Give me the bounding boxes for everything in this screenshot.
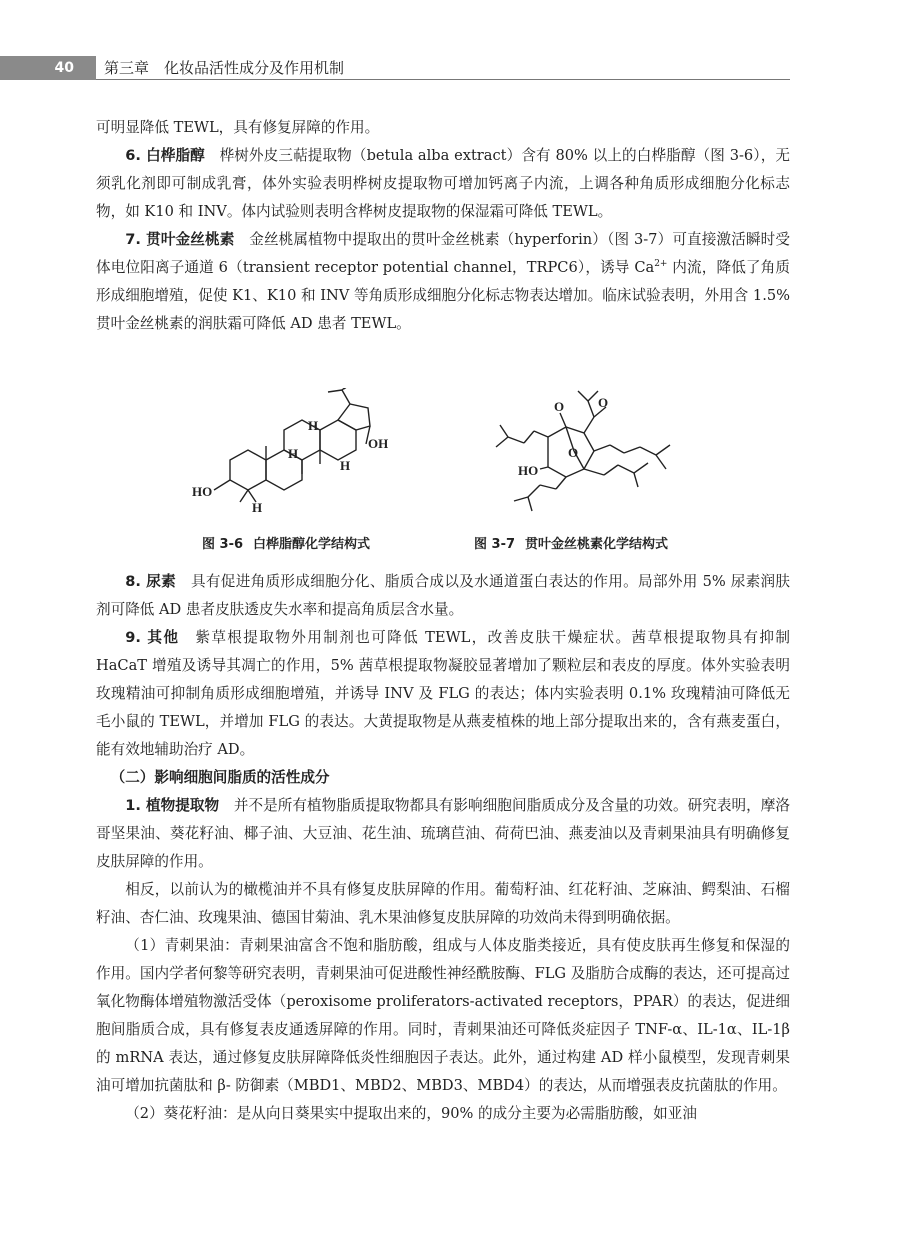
running-header [0, 56, 790, 80]
superscript-charge: 2+ [654, 259, 668, 270]
betulin-structure-drawing [190, 388, 390, 518]
paragraph-others-body: 紫草根提取物外用制剂也可降低 TEWL，改善皮肤干燥症状。茜草根提取物具有抑制 HaCaT 增殖及诱导其凋亡的作用，5% 茜草根提取物凝胶显著增加了颗粒层和表皮的厚度。体外实验表明玫瑰精油可抑制角质形成细胞增殖，并诱导 INV 及 FLG 的表达；体内实验表明 0.1% 玫瑰精油可降低无毛小鼠的 TEWL，并增加 FLG 的表达。大黄提取物是从燕麦植株的地上部分提取出来的，含有燕麦蛋白，能有效地辅助治疗 AD。 [96, 629, 790, 758]
figure-caption-hyperforin [474, 533, 668, 552]
section-heading: （二）影响细胞间脂质的活性成分 [110, 769, 330, 786]
paragraph-sunflower-oil: （2）葵花籽油：是从向日葵果实中提取出来的，90% 的成分主要为必需脂肪酸，如亚油 [125, 1105, 697, 1122]
heading-plant-extracts: 1. 植物提取物 [125, 797, 220, 814]
header-rule [96, 79, 790, 80]
chapter-title: 第三章 化妆品活性成分及作用机制 [104, 59, 345, 77]
heading-urea: 8. 尿素 [125, 573, 177, 590]
hyperforin-structure-drawing [488, 385, 688, 520]
paragraph-plant-extracts [96, 792, 790, 876]
paragraph-continuation: 可明显降低 TEWL，具有修复屏障的作用。 [96, 119, 380, 136]
figure-betulin-structure [190, 388, 390, 518]
betulin-label-h3: H [340, 458, 351, 473]
betulin-label-h1: H [308, 418, 319, 433]
hyperforin-label-o3: O [568, 445, 579, 460]
paragraph-urea-body: 具有促进角质形成细胞分化、脂质合成以及水通道蛋白表达的作用。局部外用 5% 尿素润肤剂可降低 AD 患者皮肤透皮失水率和提高角质层含水量。 [96, 573, 791, 618]
paragraph-hyperforin-body-b: 内流，降低了角质形成细胞增殖，促使 K1、K10 和 INV 等角质形成细胞分化标志物表达增加。临床试验表明，外用含 1.5% 贯叶金丝桃素的润肤霜可降低 AD 患者 TEWL。 [96, 259, 791, 332]
heading-hyperforin: 7. 贯叶金丝桃素 [125, 231, 235, 248]
figure-caption-betulin [202, 533, 370, 552]
paragraph-prinsepia-oil: （1）青刺果油：青刺果油富含不饱和脂肪酸，组成与人体皮脂类接近，具有使皮肤再生修复和保湿的作用。国内学者何黎等研究表明，青刺果油可促进酸性神经酰胺酶、FLG 及脂肪合成酶的表达，还可提高过氧化物酶体增殖物激活受体（peroxisome proliferators-activated receptors，PPAR）的表达，促进细胞间脂质合成，具有修复表皮通透屏障的作用。同时，青刺果油还可降低炎症因子 TNF-α、IL-1α、IL-1β 的 mRNA 表达，通过修复皮肤屏障降低炎性细胞因子表达。此外，通过构建 AD 样小鼠模型，发现青刺果油可增加抗菌肽和 β- 防御素（MBD1、MBD2、MBD3、MBD4）的表达，从而增强表皮抗菌肽的作用。 [96, 937, 790, 1094]
upper-text [96, 114, 790, 338]
betulin-label-h2: H [288, 446, 299, 461]
betulin-label-oh: OH [368, 436, 389, 451]
hyperforin-label-ho: HO [518, 463, 539, 478]
figure-title-betulin: 白桦脂醇化学结构式 [253, 537, 371, 552]
page-number: 40 [0, 56, 96, 80]
paragraph-plant-extracts-body: 并不是所有植物脂质提取物都具有影响细胞间脂质成分及含量的功效。研究表明，摩洛哥坚果油、葵花籽油、椰子油、大豆油、花生油、琉璃苣油、荷荷巴油、燕麦油以及青刺果油具有明确修复皮肤屏障的作用。 [96, 797, 790, 870]
paragraph-others [96, 624, 790, 764]
heading-others: 9. 其他 [125, 629, 180, 646]
paragraph-betulin [96, 142, 790, 226]
betulin-label-h4: H [252, 500, 263, 515]
betulin-label-ho: HO [192, 484, 213, 499]
figure-title-hyperforin: 贯叶金丝桃素化学结构式 [525, 537, 669, 552]
paragraph-betulin-body: 桦树外皮三萜提取物（betula alba extract）含有 80% 以上的白桦脂醇（图 3-6），无须乳化剂即可制成乳膏，体外实验表明桦树皮提取物可增加钙离子内流，上调各种角质形成细胞分化标志物，如 K10 和 INV。体内试验则表明含桦树皮提取物的保湿霜可降低 TEWL。 [96, 147, 790, 220]
paragraph-olive-oil: 相反，以前认为的橄榄油并不具有修复皮肤屏障的作用。葡萄籽油、红花籽油、芝麻油、鳄梨油、石榴籽油、杏仁油、玫瑰果油、德国甘菊油、乳木果油修复皮肤屏障的功效尚未得到明确依据。 [96, 881, 790, 926]
figure-number-hyperforin: 图 3-7 [474, 537, 516, 552]
lower-text [96, 568, 790, 1128]
paragraph-hyperforin [96, 226, 790, 338]
paragraph-urea [96, 568, 790, 624]
figure-number-betulin: 图 3-6 [202, 537, 244, 552]
paragraph-hyperforin-body-a: 金丝桃属植物中提取出的贯叶金丝桃素（hyperforin）（图 3-7）可直接激活瞬时受体电位阳离子通道 6（transient receptor potential channel，TRPC6），诱导 Ca [96, 231, 791, 276]
hyperforin-label-o2: O [598, 395, 609, 410]
hyperforin-label-o1: O [554, 399, 565, 414]
heading-betulin: 6. 白桦脂醇 [125, 147, 205, 164]
figure-hyperforin-structure [488, 385, 688, 520]
